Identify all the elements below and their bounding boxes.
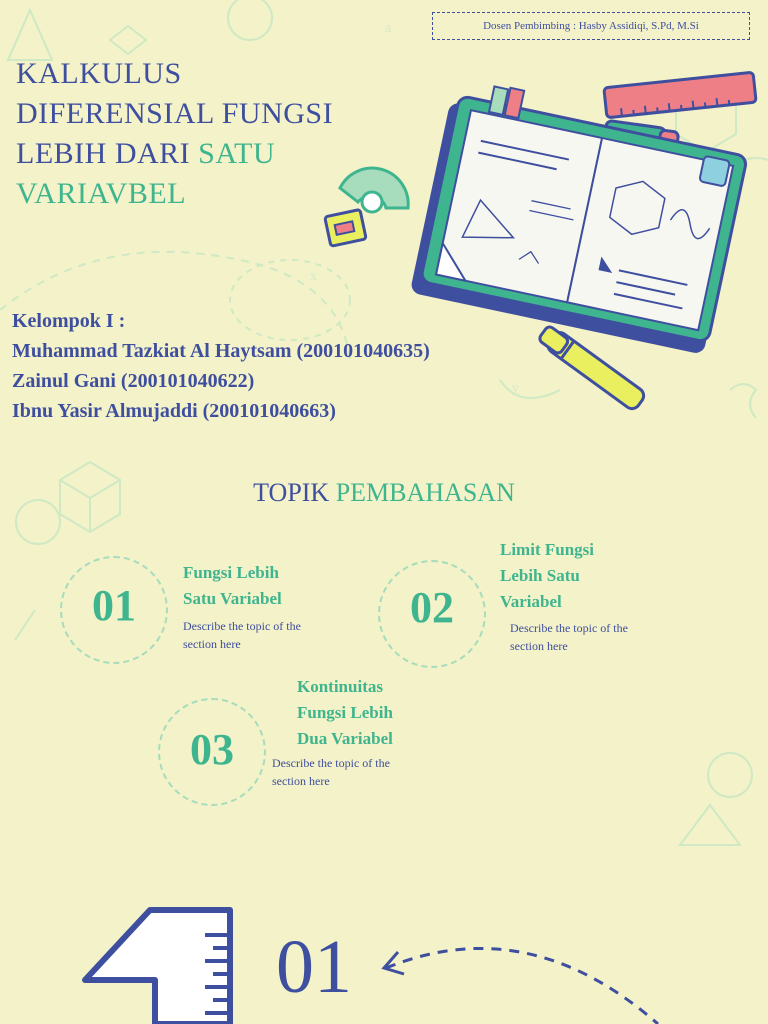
supervisor-label: Dosen Pembimbing : Hasby Assidiqi, S.Pd, M.Si bbox=[432, 12, 750, 40]
section-2-number: 02 bbox=[410, 583, 454, 632]
title-line-3: LEBIH DARI bbox=[16, 137, 191, 170]
section-1-title[interactable] bbox=[183, 560, 343, 612]
section-2-title-line-3: Variabel bbox=[500, 592, 562, 611]
title-line-2: DIFERENSIAL FUNGSI bbox=[16, 97, 334, 130]
section-1-title-line-2: Satu Variabel bbox=[183, 589, 282, 608]
section-2-title-line-2: Lebih Satu bbox=[500, 566, 580, 585]
dashed-arrow-icon bbox=[378, 930, 678, 1024]
svg-text:x: x bbox=[310, 269, 317, 284]
title-highlight-variabel: VARIAVBEL bbox=[16, 177, 187, 210]
bottom-section-number: 01 bbox=[276, 925, 352, 1009]
section-1-description bbox=[183, 617, 353, 653]
member-3: Ibnu Yasir Almujaddi (200101040663) bbox=[12, 400, 336, 422]
title-highlight-satu: SATU bbox=[198, 137, 276, 170]
ruler-one-illustration bbox=[80, 900, 250, 1024]
member-2: Zainul Gani (200101040622) bbox=[12, 370, 255, 392]
section-2-title-line-1: Limit Fungsi bbox=[500, 540, 594, 559]
ruler-icon bbox=[604, 72, 756, 118]
section-1-desc-line-1: Describe the topic of the bbox=[183, 619, 301, 633]
section-2-desc-line-2: section here bbox=[510, 639, 568, 653]
svg-text:y: y bbox=[512, 381, 519, 396]
section-1-number: 01 bbox=[92, 581, 136, 630]
topics-heading-word-2: PEMBAHASAN bbox=[335, 478, 515, 507]
eraser-icon bbox=[325, 209, 366, 246]
section-3-title-line-1: Kontinuitas bbox=[297, 677, 383, 696]
group-info bbox=[12, 306, 572, 426]
section-3-title-line-2: Fungsi Lebih bbox=[297, 703, 393, 722]
section-1-title-line-1: Fungsi Lebih bbox=[183, 563, 279, 582]
topics-heading-word-1: TOPIK bbox=[253, 478, 330, 507]
section-3-number: 03 bbox=[190, 725, 234, 774]
section-3-title-line-3: Dua Variabel bbox=[297, 729, 393, 748]
member-1: Muhammad Tazkiat Al Haytsam (200101040635) bbox=[12, 340, 430, 362]
section-3-desc-line-1: Describe the topic of the bbox=[272, 756, 390, 770]
topics-heading bbox=[0, 478, 768, 508]
section-2-description bbox=[510, 619, 680, 655]
pencil-sharpener-icon bbox=[340, 168, 408, 212]
title-line-1: KALKULUS bbox=[16, 57, 182, 90]
section-3-description bbox=[272, 754, 442, 790]
group-label: Kelompok I : bbox=[12, 310, 126, 332]
section-1-desc-line-2: section here bbox=[183, 637, 241, 651]
section-3-desc-line-2: section here bbox=[272, 774, 330, 788]
section-2-desc-line-1: Describe the topic of the bbox=[510, 621, 628, 635]
section-2-title[interactable] bbox=[500, 537, 660, 615]
section-3-title[interactable] bbox=[297, 674, 457, 752]
svg-text:a: a bbox=[385, 21, 392, 36]
